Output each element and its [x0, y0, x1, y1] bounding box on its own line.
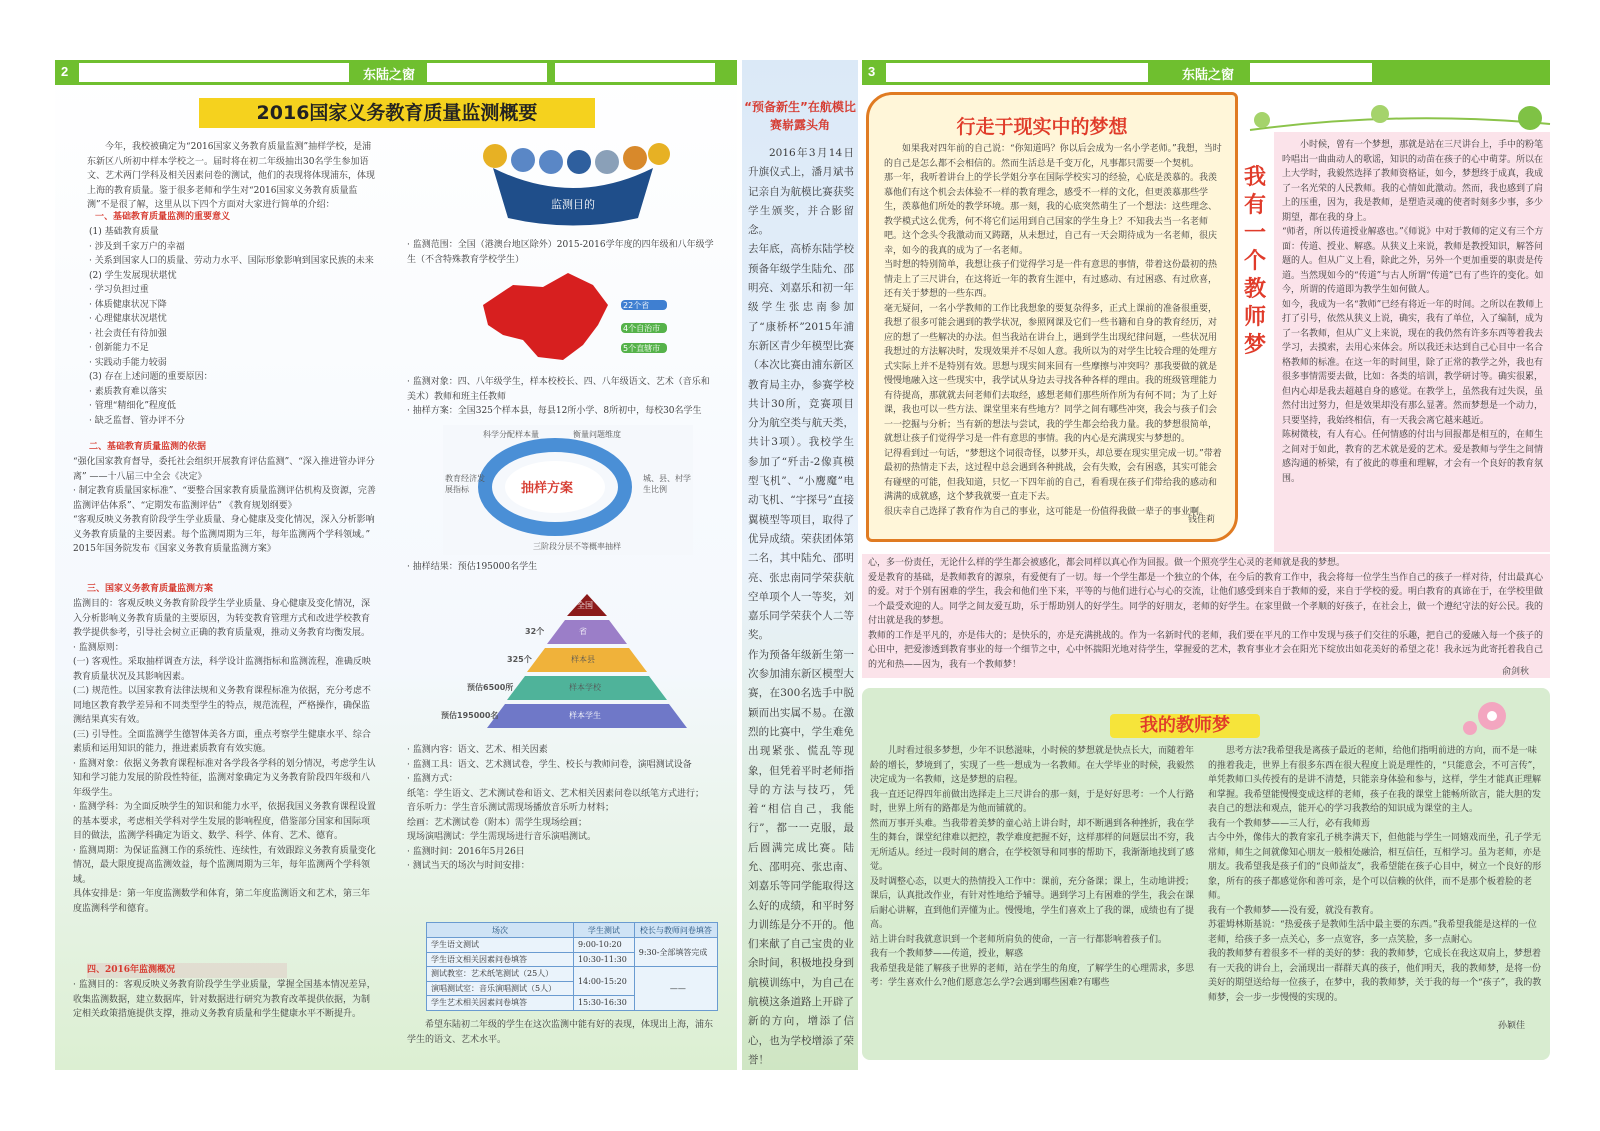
table-header-row: [427, 923, 718, 938]
article-title: 行走于现实中的梦想: [956, 116, 1128, 138]
pyramid-number: 预估195000名: [441, 711, 499, 720]
sampling-ring-diagram: [443, 425, 693, 555]
author-signature: 钱佳莉: [1188, 515, 1216, 525]
map-tag: 5个直辖市: [623, 344, 661, 353]
monitoring-details: · 监测内容：语文、艺术、相关因素 · 监测工具：语文、艺术测试卷，学生、校长与教师问卷，演唱测试设备 · 监测方式： 纸笔：学生语文、艺术测试卷和语文、艺术相关因素问卷以纸笔方式进行； 音乐听力：学生音乐测试需现场播放音乐听力材料； 绘画：艺术测试卷（附本）需学生现场绘画； 现场演唱测试：学生需现场进行音乐演唱测试。 · 监测时间：2016年5月26日 · 测试当天的场次与时间安排：: [407, 745, 705, 871]
header-blank-box: [555, 63, 715, 82]
pyramid-level: 样本县: [571, 655, 595, 664]
table-cell: 学生语文相关因素问卷填答: [427, 952, 574, 967]
ring-label: 抽样方案: [521, 481, 574, 496]
table-header: 校长与教师问卷填答: [634, 923, 717, 938]
header-title: 东陆之窗: [363, 68, 416, 83]
middle-column: [742, 60, 858, 1070]
table-header: 场次: [427, 923, 574, 938]
article-title: 我的教师梦: [1110, 714, 1260, 738]
page-header-bar: [862, 60, 1550, 85]
section-3-body: 监测目的：客观反映义务教育阶段学生学业质量、身心健康及变化情况，深入分析影响义务教育质量的主要原因，为转变教育管理方式和改进学校教育教学提供参考，引导社会树立正确的教育质量观，推动义务教育均衡发展。 · 监测原则： (一) 客观性。采取抽样调查方法，科学设计监测指标和监测流程，准确反映教育质量状况及其影响因素。 (二) 规范性。以国家教育法律法规和义务教育课程标准为依据，充分考虑不同地区教育教学差异和不同类型学生的特点，规范流程，严格操作，确保监测结果真实有效。 (三) 引导性。全面监测学生德智体美各方面，重点考察学生健康水平、综合素质和运用知识的能力，推进素质教育有效实施。 · 监测对象：依据义务教育课程标准对各学段各学科的划分情况，考虑学生认知和学习能力发展的阶段性特征，监测对象确定为义务教育阶段四年级和八年级学生。 · 监测学科：为全面反映学生的知识和能力水平，依据我国义务教育课程设置的基本要求，考虑相关学科对学生发展的影响程度，借鉴部分国家和国际项目的做法，监测学科确定为语文、数学、科学、体育、艺术、德育。 · 监测周期：为保证监测工作的系统性、连续性，有效跟踪义务教育质量变化情况，最大限度提高监测效益，每个监测周期为三年，每年监测两个学科领域。 具体安排是：第一年度监测数学和体育，第二年度监测语文和艺术，第三年度监测科学和德育。: [73, 599, 376, 914]
page-header-bar: [55, 60, 737, 85]
table-cell: 学生语文测试: [427, 938, 574, 953]
section-heading-3: 三、国家义务教育质量监测方案: [87, 584, 214, 594]
ring-tag: 衡量问题维度: [573, 430, 621, 439]
pyramid-number: 32个: [525, 627, 545, 636]
sampling-result-text: · 抽样结果：预估195000名学生: [407, 562, 538, 572]
table-header: 学生测试: [573, 923, 634, 938]
table-row: [427, 967, 718, 982]
clover-decoration: [1250, 100, 1550, 134]
intro-paragraph: 今年，我校被确定为“2016国家义务教育质量监测”抽样学校，是浦东新区八所初中样本学校之一。届时将在初二年级抽出30名学生参加语文、艺术两门学科及相关因素问卷的测试，他们的表现将体现浦东，体现上海的教育质量。鉴于很多老师和学生对“2016国家义务教育质量监测”不是很了解，这里从以下四个方面对大家进行简单的介绍：: [87, 142, 376, 210]
ring-tag: 城、县、村学生比例: [643, 474, 691, 494]
table-cell: 10:30-11:30: [573, 952, 634, 967]
table-cell: 演唱测试室：音乐演唱测试（5人）: [427, 981, 574, 996]
section-4-body: · 监测目的：客观反映义务教育阶段学生学业质量，掌握全国基本情况差异，收集监测数据，建立数据库，针对数据进行研究为教育改革提供依据，为制定相关政策措施提供支撑，推动义务教育质量和学生健康水平不断提升。: [73, 980, 376, 1019]
table-cell: ——: [634, 967, 717, 1011]
sampling-text: · 监测对象：四、八年级学生，样本校校长、四、八年级语文、艺术（音乐和美术）教师和班主任教师 · 抽样方案：全国325个样本县，每县12所小学、8所初中，每校30名学生: [407, 377, 710, 416]
coverage-text: · 监测范围：全国（港澳台地区除外）2015-2016学年度的四年级和八年级学生（不含特殊教育学校学生）: [407, 240, 714, 265]
article-body-left: 儿时看过很多梦想，少年不识愁滋味，小时候的梦想就是快点长大，而随着年龄的增长，梦境到了，实现了一些一想成为一名教师。在大学毕业的时候，我毅然决定成为一名教师，这是梦想的启程。 我一直还记得四年前做出选择走上三尺讲台的那一刻，于是好好思考：一个人行路时，世界上所有的路都是为他而铺就的。 然而万事开头难。当我带着美梦的童心站上讲台时，却不断遇到各种挫折，我在学生的舞台，课堂纪律难以把控，教学难度把握不好，这样那样的问题层出不穷，我无所适从。经过一段时间的磨合，在学校领导和同事的帮助下，我渐渐地找到了感觉。 及时调整心态，以更大的热情投入工作中：课前，充分备课；课上，生动地讲授；课后，认真批改作业，有针对性地给予辅导。遇到学习上有困难的学生，我会在课后耐心讲解，直到他们弄懂为止。慢慢地，学生们喜欢上了我的课，成绩也有了提高。 站上讲台时我就意识到一个老师所肩负的使命，一言一行都影响着孩子们。 我有一个教师梦——传道，授业，解惑 我希望我是能了解孩子世界的老师，站在学生的角度，了解学生的心理需求，多思考：学生喜欢什么?他们愿意怎么学?会遇到哪些困难?有哪些: [870, 746, 1195, 988]
article-body: 2016年3月14日升旗仪式上，潘月斌书记亲自为航模比赛获奖学生颁奖，并合影留念。 去年底，高桥东陆学校预备年级学生陆允、邵明亮、刘嘉乐和初一年级学生张忠南参加了“康桥杯”2015年浦东新区青少年模型比赛（本次比赛由浦东新区教育局主办，参赛学校共计30所，竞赛项目分为航空类与航天类，共计3项）。我校学生参加了“歼击-2像真模型飞机”、“小鹰魔”电动飞机、“宇探号”直接翼模型等项目，取得了优异成绩。荣获团体第二名，其中陆允、邵明亮、张忠南同学荣获航空单项个人一等奖，刘嘉乐同学荣获个人二等奖。 作为预备年级新生第一次参加浦东新区模型大赛，在300名选手中脱颖而出实属不易。在激烈的比赛中，学生难免出现紧张、慌乱等现象，但凭着平时老师指导的方法与技巧，凭着“相信自己，我能行”，都一一克服，最后圆满完成比赛。陆允、邵明亮、张忠南、刘嘉乐等同学能取得这么好的成绩，和平时努力训练是分不开的。他们来献了自己宝贵的业余时间，积极地投身到航模训练中，为自己在航模这条道路上开辟了新的方向，增添了信心，也为学校增添了荣誉！: [748, 147, 854, 1066]
vertical-title: 我有一个教师梦: [1243, 165, 1266, 358]
flower-decoration: [1462, 698, 1510, 738]
closing-paragraph: 希望东陆初二年级的学生在这次监测中能有好的表现，体现出上海，浦东学生的语文、艺术水平。: [407, 1020, 714, 1045]
map-tag: 4个自治市: [623, 324, 661, 333]
page-number: 2: [61, 64, 69, 79]
table-cell: 14:00-15:20: [573, 967, 634, 996]
article-title: “预备新生”在航模比赛崭露头角: [744, 100, 856, 132]
pyramid-level: 全国: [577, 601, 593, 610]
schedule-table: [426, 922, 718, 1011]
pyramid-level: 省: [579, 627, 587, 636]
pyramid-number: 预估6500所: [467, 683, 514, 692]
article-body-right: 思考方法?我希望我是离孩子最近的老师，给他们指明前进的方向，而不是一味的推着我走，世界上有很多东西在很大程度上说是理性的，“只能意会，不可言传”，单凭教师口头传授有的是讲不清楚，只能亲身体验和参与，这样，学生才能真正理解和掌握。我希望能慢慢变成这样的老师，孩子在我的课堂上能畅所欲言，能大胆的发表自己的想法和观点，能开心的学习我教给的知识成为课堂的主人。 我有一个教师梦——三人行，必有我师焉 古今中外，像伟大的教育家孔子桃李满天下，但他能与学生一同嬉戏而坐，孔子学无常师，师生之间就像知心朋友一般相处融洽，相互信任，互相学习。虽为老师，亦是朋友。我希望我是孩子们的“良师益友”，我希望能在孩子心目中，树立一个良好的形象，所有的孩子都感觉你和善可亲，是个可以信赖的伙伴，而不是那个板着脸的老师。 我有一个教师梦——没有爱，就没有教育。 苏霍姆林斯基说：“热爱孩子是教师生活中最主要的东西。”我希望我能是这样的一位老师，给孩子多一点关心，多一点宽容，多一点笑脸，多一点耐心。 我的教师梦有着很多不一样的美好的梦：我的教师梦，它成长在我这双肩上，梦想着有一天我的讲台上，会涌现出一群群天真的孩子，他们明天，我的教师梦，是将一份美好的期望送给每一位孩子，在梦中，我的教师梦，关于我的每一个“孩子”，我的教师梦，会一步一步慢慢的实现的。: [1208, 746, 1542, 1003]
pyramid-level: 样本学校: [569, 683, 601, 692]
ring-tag: 三阶段分层不等概率抽样: [533, 542, 621, 551]
author-signature: 俞剑秋: [1502, 667, 1530, 677]
page-3: [862, 60, 1550, 1070]
table-cell: 9:30-全部填答完成: [634, 938, 717, 967]
pyramid-number: 325个: [507, 655, 532, 664]
header-title: 东陆之窗: [1182, 68, 1235, 83]
header-blank-box: [427, 63, 547, 82]
table-row: [427, 938, 718, 953]
section-1-body: (1) 基础教育质量 · 涉及到千家万户的幸福 · 关系到国家人口的质量、劳动力水平、国际形象影响到国家民族的未来 (2) 学生发展现状堪忧 · 学习负担过重 · 体质健康状况下降 · 心理健康状况堪忧 · 社会责任有待加强 · 创新能力不足 · 实践动手能力较弱 (3) 存在上述问题的重要原因： · 素质教育难以落实 · 管理“精细化”程度低 · 缺乏监督、管办评不分: [89, 227, 374, 426]
pyramid-diagram: [437, 588, 695, 738]
article-title: 2016国家义务教育质量监测概要: [199, 98, 595, 128]
ring-tag: 教育经济发展指标: [445, 474, 485, 494]
section-2-body: “强化国家教育督导，委托社会组织开展教育评估监测”、“深入推进管办评分离” ——十八届三中全会《决定》 · 制定教育质量国家标准”、“要整合国家教育质量监测评估机构及资源，完善监测评估体系”、“定期发布监测评估” 《教育规划纲要》 “客观反映义务教育阶段学生学业质量、身心健康及变化情况，深入分析影响义务教育质量的主要因素。每个监测周期为三年，每年监测两个学科领域。” 2015年国务院发布《国家义务教育质量监测方案》: [73, 457, 376, 554]
purpose-diagram: [473, 138, 673, 228]
table-cell: 测试教室：艺术纸笔测试（25人）: [427, 967, 574, 982]
section-heading-2: 二、基础教育质量监测的依据: [89, 442, 207, 452]
page-2: [55, 60, 737, 1070]
author-signature: 孙颖佳: [1498, 1021, 1526, 1031]
svg-text:监测目的: 监测目的: [551, 198, 595, 211]
article-body: 如果我对四年前的自己说：“你知道吗？你以后会成为一名小学老师。”我想，当时的自己是怎么都不会相信的。然而生活总是千变万化，凡事都只需要一个契机。 那一年，我听着讲台上的学长学姐分享在国际学校实习的经验，心底是羡慕的。我羡慕他们有这个机会去体验不一样的教育理念，感受不一样的文化，但更羡慕那些学生，羡慕他们所处的教学环境。那一刻，我的心底突然萌生了一个想法：这些理念、教学模式这么优秀，何不将它们运用到自己国家的学生身上？不知我去当一名老师吧。这个念头令我激动而又踌躇，从未想过，自己有一天会期待成为一名老师，很庆幸，如今的我真的成为了一名老师。 当时想的特别简单，我想让孩子们觉得学习是一件有意思的事情，带着这份最初的热情走上了三尺讲台，在这将近一年的教育生涯中，有过感动、有过困惑、有过欣喜，还有关于梦想的一些东西。 毫无疑问，一名小学教师的工作比我想象的要复杂得多，正式上课前的准备很重要，我想了很多可能会遇到的教学状况，参照网课及它们一些书籍和自身的教育经历，对应的想了一些解决的办法。但当我站在讲台上，遇到学生出现纪律问题，一些状况用我想过的方法解决时，发现效果并不尽如人意。我所以为的对学生比较合理的处理方式实际上并不是特别有效。思想与现实间来回有一些摩擦与冲突吗？那我要做的就是慢慢地融入这一些现实中，我学试从身边去寻找各种各样的理由。我的班级管理能力有待提高，那就就去问老师们去取经，感想老师们那些所作所为有何不同；为了上好课，我也可以一些方法、课堂里来有些地方？同学之间有哪些冲突，我会与孩子们会一一挖掘与分析；当有新的想法与尝试，我的学生都会给我力量。我的梦想很简单，就想让孩子们觉得学习是一件有意思的事情。我的内心是充满现实与梦想的。 记得看到过一句话，“梦想这个词很奇怪，以梦开头，却总要在现实里完成一切。”带着最初的热情走下去，这过程中总会遇到各种挑战，会有失败，会有困惑，其实可能会有碰壁的可能，但我知道，只忆一下四年前的自己，看看现在孩子们带给我的感动和满满的成就感，这个梦我就要一直走下去。 很庆幸自己选择了教育作为自己的事业，这可能是一份值得我做一辈子的事业啊。: [884, 144, 1222, 517]
article-body-wide: 心，多一份责任，无论什么样的学生都会被感化，都会同样以真心作为回报。做一个照亮学生心灵的老师就是我的梦想。 爱是教育的基础，是教师教育的源泉，有爱便有了一切。每一个学生都是一个独立的个体，在今后的教育工作中，我会将每一位学生当作自己的孩子一样对待，付出最真心的爱。对于个别有困难的学生，我会和他们坐下来，平等的与他们进行心与心的交流，让他们感受到来自于教师的爱，来自于学校的爱。明白教育的真谛在于，在学校里做一个最受欢迎的人。同学之间友爱互助，乐于帮助别人的好学生。同学的好朋友，老师的好学生。在家里做一个孝顺的好孩子，在社会上，做一个遵纪守法的好公民。我的付出就是我的梦想。 教师的工作是平凡的，亦是伟大的；是快乐的，亦是充满挑战的。作为一名新时代的老师，我们要在平凡的工作中发现与孩子们交往的乐趣，把自己的爱融入每一个孩子的心田中，把爱渗透到教育事业的每一个细节之中，心中怀揣阳光地对待学生，掌握爱的艺术，教育事业才会在阳光下绽放出如花美好的希望之花！我永远为此寄托着我自己的光和热——因为，我有一个教师梦！: [868, 558, 1544, 670]
article-body: 小时候，曾有一个梦想，那就是站在三尺讲台上，手中的粉笔吟唱出一曲曲动人的歌谣，知识的动苗在孩子的心中萌芽。所以在上大学时，我毅然选择了教师资格证，如今，梦想终于成真，我成了一名光荣的人民教师。我的心情如此激动。然而，我也感到了肩上的压重，因为，我是教师，是塑造灵魂的使者时刻多少事，多少期望，都在我的身上。 “师者，所以传道授业解惑也。”《师说》中对于教师的定义有三个方面：传道、授业、解惑。从狭义上来说，教师是教授知识，解答问题的人。但从广义上看，除此之外，另外一个更加重要的职责是传道。当然现如今的“传道”与古人所谓“传道”已有了些许的变化。如今，所谓的传道即为教学生如何做人。 如今，我成为一名“教师”已经有将近一年的时间。之所以在教师上打了引号，依然从狭义上说，确实，我有了单位，入了编制，成为了一名教师，但从广义上来说，现在的我仍然有许多东西等着我去学习，去摸索，去用心来体会。所以我还未达到自己心目中一名合格教师的标准。在这一年的时间里，除了正常的教学之外，我也有很多事情需要去做，比如：各类的培训，教学研讨等。确实很累，但内心却是我去超越自身的感觉。在教学上，虽然我有过失误，虽然付出过努力，但是效果却没有那么显著。然而梦想是一个动力，只要坚持，我始终相信，有一天我会离它越来越近。 陈树微枝，有人有心。任何情感的付出与回报都是相互的，在师生之间对于如此，教育的艺术就是爱的艺术。爱是教师与学生之间情感沟通的桥梁，有了彼此的尊重和理解，才会有一个良好的教育氛围。: [1282, 140, 1544, 484]
table-cell: 9:00-10:20: [573, 938, 634, 953]
section-heading-4: 四、2016年监测概况: [87, 963, 287, 978]
table-cell: 学生艺术相关因素问卷填答: [427, 996, 574, 1011]
section-heading-1: 一、基础教育质量监测的重要意义: [95, 212, 231, 222]
ring-tag: 科学分配样本量: [483, 430, 539, 439]
china-map: [473, 265, 693, 375]
header-blank-box: [886, 63, 1148, 82]
pyramid-level: 样本学生: [569, 711, 601, 720]
table-cell: 15:30-16:30: [573, 996, 634, 1011]
header-blank-box: [1250, 63, 1372, 82]
header-blank-box: [79, 63, 349, 82]
page-number: 3: [868, 64, 876, 79]
map-tag: 22个省: [623, 301, 650, 310]
